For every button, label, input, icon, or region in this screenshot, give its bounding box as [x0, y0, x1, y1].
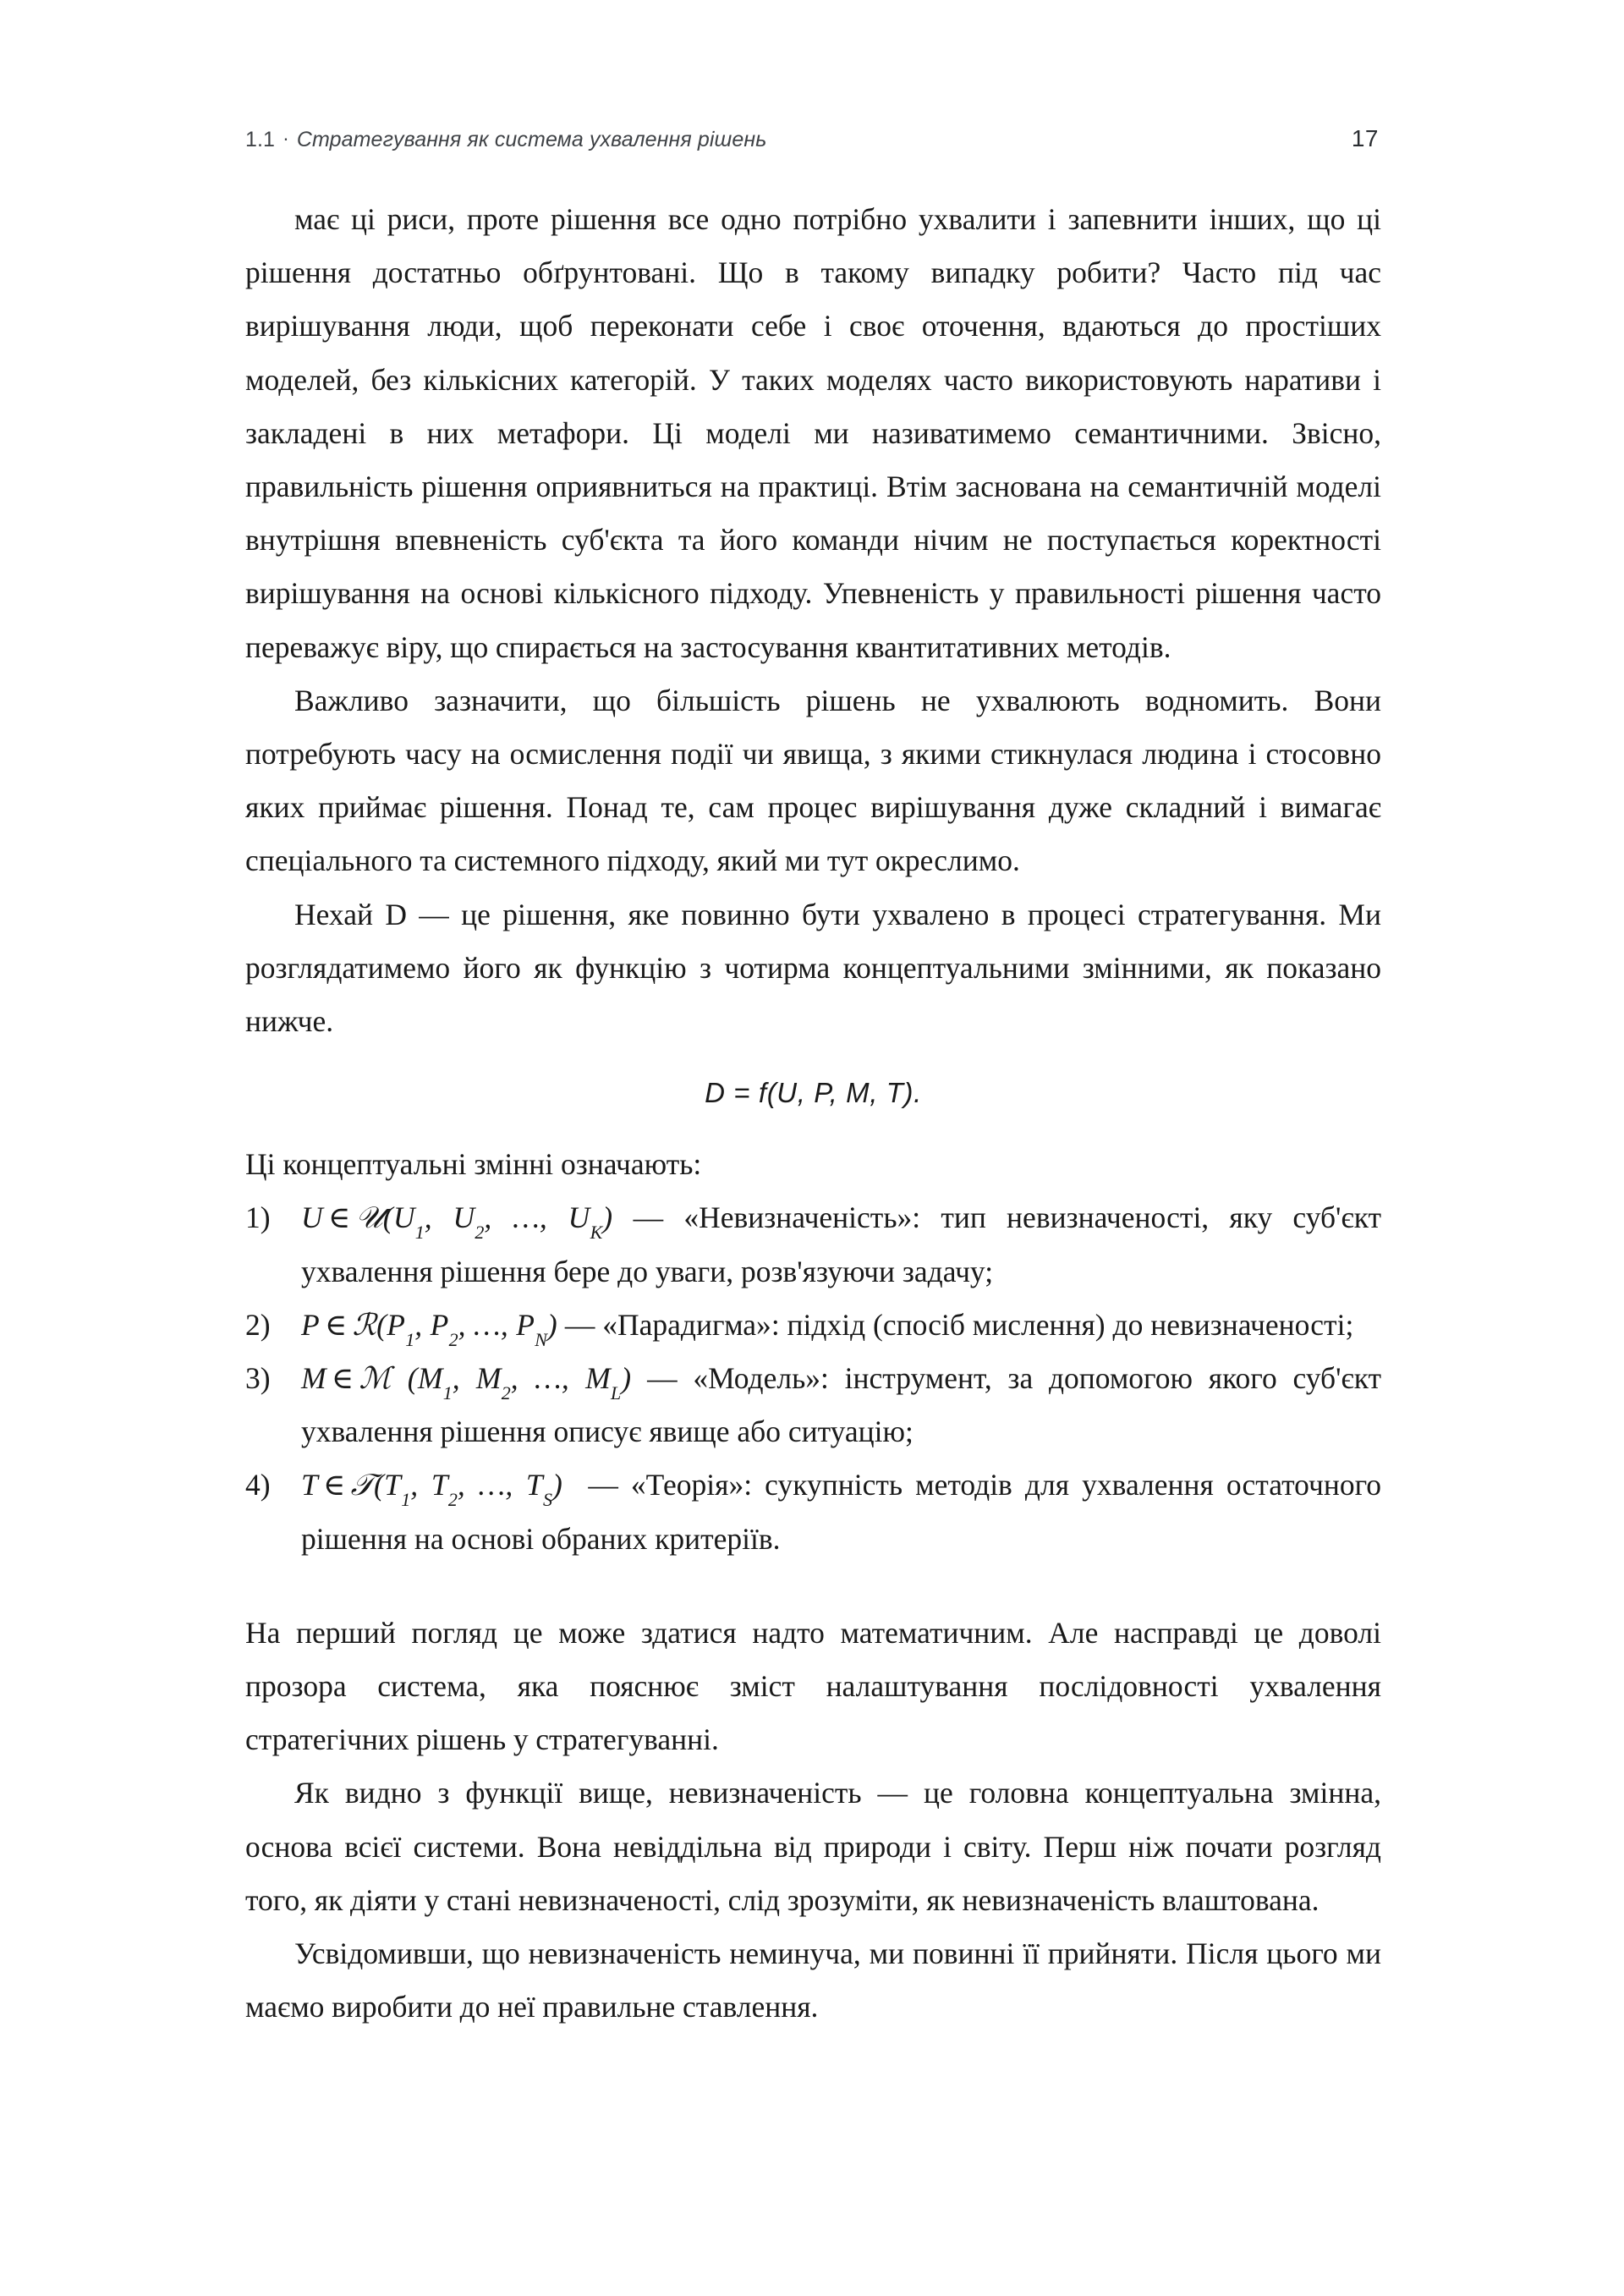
math-set-symbol: 𝒰: [355, 1200, 383, 1236]
math-element: M: [585, 1361, 611, 1396]
math-expression: M ∈ ℳ ($M_1$, $M_2$, …, $M_L$): [301, 1361, 632, 1403]
list-marker: 3): [245, 1361, 271, 1396]
math-element: M: [417, 1361, 443, 1396]
spacer-after-list: [245, 1566, 1381, 1607]
running-head-title: Стратегування як система ухвалення рішень: [296, 128, 767, 151]
em-dash: —: [588, 1468, 618, 1502]
member-of-symbol: ∈: [327, 1200, 351, 1235]
paragraph-1: має ці риси, проте рішення все одно потрібно ухвалити і запевнити інших, що ці рішення достатньо обґрунтовані. Що в такому випадку робити? Часто під час вирішування люди, щоб переконати себе і своє оточення, вдаються до простіших моделей, без кількісних категорій. У таких моделях часто використовують наративи і закладені в них метафори. Ці моделі ми називатимемо семантичними. Звісно, правильність рішення оприявниться на практиці. Втім заснована на семантичній моделі внутрішня впевненість суб'єкта та його команди нічим не поступається коректності вирішування на основі кількісного підходу. Упевненість у правильності рішення часто переважує віру, що спирається на застосування квантитативних методів.: [245, 202, 1381, 664]
math-subscript: S: [542, 1489, 552, 1511]
paragraph-3: Нехай D — це рішення, яке повинно бути ухвалено в процесі стратегування. Ми розглядатимемо його як функцію з чотирма концептуальними змінними, як показано нижче.: [245, 897, 1381, 1039]
math-ellipsis: …,: [535, 1361, 570, 1396]
math-subscript: N: [535, 1328, 547, 1350]
list-marker: 4): [245, 1468, 271, 1502]
list-item-content: [301, 1299, 1381, 1352]
math-paren-close: ): [546, 1307, 558, 1342]
list-definition: : інструмент, за допомогою якого суб'єкт ухвалення рішення описує явище або ситуацію;: [301, 1361, 1382, 1449]
em-dash: —: [647, 1361, 678, 1396]
math-ellipsis: …,: [478, 1468, 513, 1502]
math-paren-open: (: [376, 1307, 387, 1342]
math-subscript: K: [590, 1222, 603, 1244]
math-paren-close: ): [621, 1361, 632, 1396]
page-number: 17: [1351, 125, 1379, 151]
math-variable: T: [301, 1468, 319, 1502]
list-marker: 1): [245, 1200, 271, 1235]
math-element: T: [384, 1468, 402, 1502]
running-head: [245, 125, 1379, 162]
list-item: [245, 1352, 1381, 1458]
math-element: P: [430, 1307, 449, 1342]
list-term: «Парадигма»: [602, 1307, 771, 1342]
member-of-symbol: ∈: [331, 1361, 354, 1396]
math-variable: U: [301, 1200, 323, 1235]
math-element: U: [392, 1200, 415, 1235]
math-element: T: [431, 1468, 448, 1502]
math-subscript: 1: [401, 1489, 411, 1511]
math-subscript: 2: [447, 1489, 458, 1511]
math-paren-open: (: [382, 1200, 393, 1235]
math-element: U: [568, 1200, 590, 1235]
math-element: U: [453, 1200, 475, 1235]
list-definition: : сукупність методів для ухвалення остаточного рішення на основі обраних критеріїв.: [301, 1468, 1381, 1556]
math-subscript: 1: [442, 1381, 453, 1403]
math-expression: U ∈ $𝒰(U_1$, $U_2$, …, $U_K$): [301, 1200, 613, 1244]
math-element: T: [525, 1468, 543, 1502]
running-head-left: [245, 128, 767, 152]
math-subscript: L: [611, 1381, 622, 1403]
list-item-content: [301, 1352, 1381, 1458]
paragraph-5: Як видно з функції вище, невизначеність — це головна концептуальна змінна, основа всієї системи. Вона невіддільна від природи і світу. Перш ніж почати розгляд того, як діяти у стані невизначеності, слід зрозуміти, як невизначеність влаштована.: [245, 1776, 1381, 1917]
em-dash: —: [564, 1307, 595, 1342]
spacer-after-formula: [245, 1109, 1381, 1138]
list-term: «Теорія»: [630, 1468, 744, 1502]
member-of-symbol: ∈: [325, 1307, 348, 1342]
em-dash: —: [633, 1200, 664, 1235]
math-subscript: 2: [448, 1328, 458, 1350]
math-paren-close: ): [602, 1200, 613, 1235]
math-paren-open: (: [407, 1361, 418, 1396]
list-definition: : підхід (спосіб мислення) до невизначеності;: [771, 1307, 1354, 1342]
paragraph-2: Важливо зазначити, що більшість рішень не ухвалюють водномить. Вони потребують часу на осмислення події чи явища, з якими стикнулася людина і стосовно яких приймає рішення. Понад те, сам процес вирішування дуже складний і вимагає спеціального та системного підходу, який ми тут окреслимо.: [245, 683, 1381, 878]
math-expression: P ∈ $ℛ(P_1$, $P_2$, …, $P_N$): [301, 1307, 558, 1350]
math-expression: T ∈ $𝒯(T_1$, $T_2$, …, $T_S$): [301, 1468, 563, 1511]
math-set-symbol: 𝒯: [350, 1468, 375, 1503]
list-marker: 2): [245, 1307, 271, 1342]
math-paren-open: (: [374, 1468, 385, 1502]
list-item: [245, 1191, 1381, 1298]
running-head-section-number: 1.1: [245, 128, 276, 151]
math-subscript: 1: [405, 1328, 415, 1350]
variable-list: [245, 1191, 1381, 1565]
display-formula: D = f(U, P, M, T).: [705, 1077, 922, 1109]
math-set-symbol: ℳ: [359, 1361, 392, 1397]
math-ellipsis: …,: [513, 1200, 548, 1235]
math-ellipsis: …,: [473, 1307, 509, 1342]
math-subscript: 1: [414, 1222, 425, 1244]
list-definition: : тип невизначеності, яку суб'єкт ухвалення рішення бере до уваги, розв'язуючи задачу;: [301, 1200, 1381, 1288]
list-item-content: [301, 1458, 1381, 1565]
list-intro: Ці концептуальні змінні означають:: [245, 1147, 702, 1182]
math-paren-close: ): [551, 1468, 563, 1502]
paragraph-4: На перший погляд це може здатися надто математичним. Але насправді це доволі прозора система, яка пояснює зміст налаштування послідовності ухвалення стратегічних рішень у стратегуванні.: [245, 1615, 1381, 1757]
member-of-symbol: ∈: [323, 1468, 346, 1502]
math-variable: M: [301, 1361, 326, 1396]
list-item-content: [301, 1191, 1381, 1298]
list-term: «Невизначеність»: [683, 1200, 913, 1235]
math-element: M: [475, 1361, 502, 1396]
paragraph-6: Усвідомивши, що невизначеність неминуча, ми повинні її прийняти. Після цього ми маємо виробити до неї правильне ставлення.: [245, 1936, 1381, 2024]
list-term: «Модель»: [693, 1361, 821, 1396]
running-head-separator: ·: [283, 127, 289, 149]
list-item: [245, 1299, 1381, 1352]
math-subscript: 2: [475, 1222, 485, 1244]
math-element: P: [387, 1307, 406, 1342]
math-subscript: 2: [501, 1381, 511, 1403]
math-variable: P: [301, 1307, 320, 1342]
math-element: P: [516, 1307, 535, 1342]
list-item: [245, 1458, 1381, 1565]
spacer-before-formula: [245, 1048, 1381, 1077]
text-block: [245, 193, 1381, 2035]
math-set-symbol: ℛ: [352, 1307, 377, 1343]
